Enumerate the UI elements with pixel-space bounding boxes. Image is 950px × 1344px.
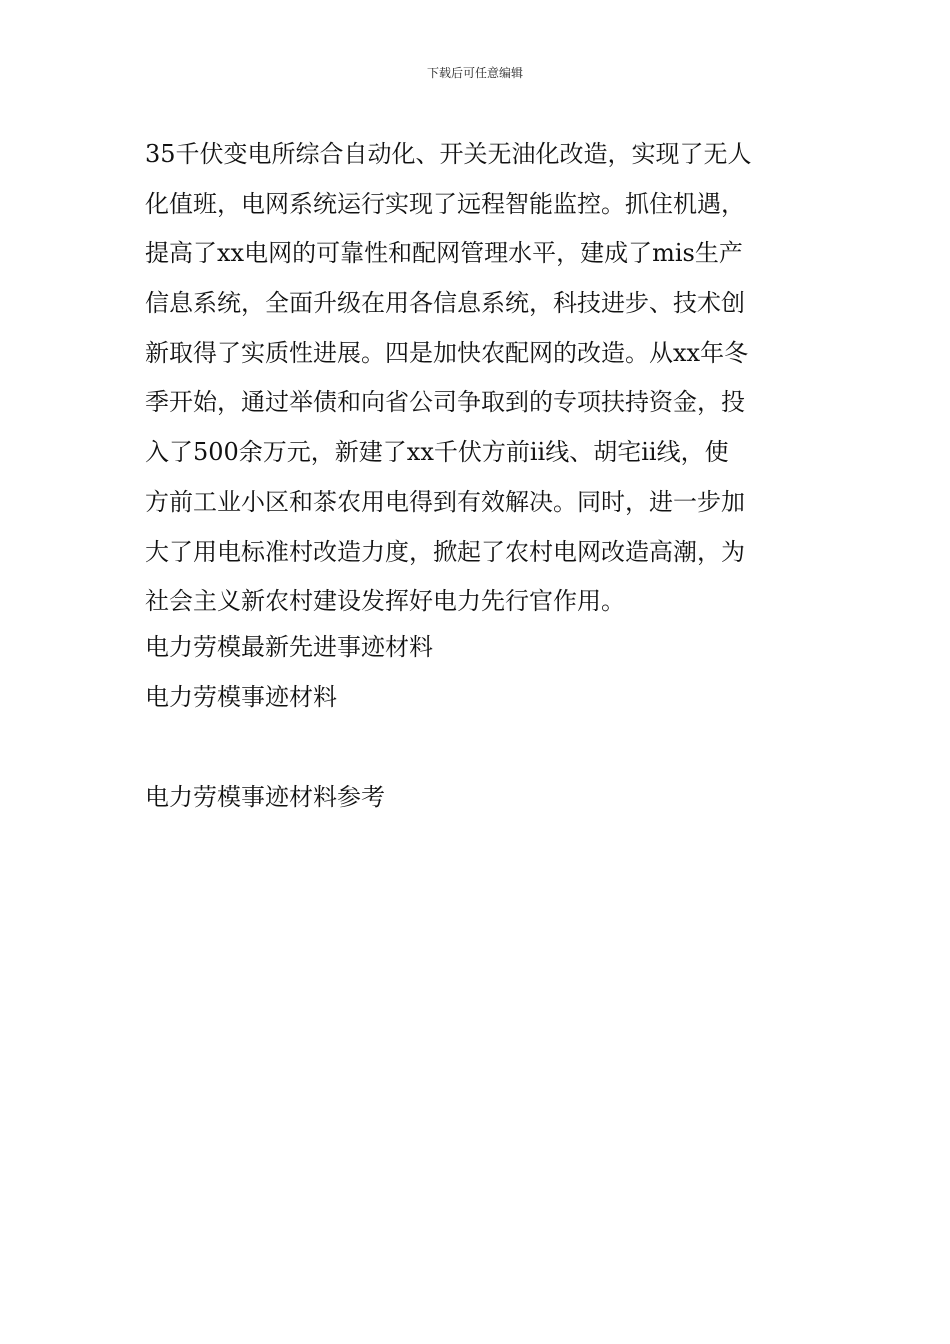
- page-header: 下载后可任意编辑: [426, 66, 523, 80]
- paragraph-line: 信息系统，全面升级在用各信息系统，科技进步、技术创: [145, 289, 745, 318]
- paragraph-line: 大了用电标准村改造力度，掀起了农村电网改造高潮，为: [145, 537, 745, 566]
- paragraph-line: 35千伏变电所综合自动化、开关无油化改造，实现了无人: [145, 140, 752, 168]
- paragraph-line: 提高了xx电网的可靠性和配网管理水平，建成了mis生产: [145, 239, 743, 268]
- related-title-latest: 电力劳模最新先进事迹材料: [145, 633, 433, 661]
- related-title-deeds: 电力劳模事迹材料: [145, 683, 337, 711]
- related-title-reference: 电力劳模事迹材料参考: [145, 783, 385, 811]
- paragraph-line: 入了500余万元，新建了xx千伏方前ii线、胡宅ii线，使: [145, 438, 729, 467]
- body-paragraph: [145, 130, 810, 627]
- paragraph-line: 化值班，电网系统运行实现了远程智能监控。抓住机遇，: [145, 189, 745, 218]
- paragraph-line: 新取得了实质性进展。四是加快农配网的改造。从xx年冬: [145, 338, 749, 367]
- paragraph-line: 社会主义新农村建设发挥好电力先行官作用。: [145, 587, 625, 616]
- paragraph-line: 方前工业小区和茶农用电得到有效解决。同时，进一步加: [145, 487, 745, 516]
- paragraph-line: 季开始，通过举债和向省公司争取到的专项扶持资金，投: [145, 388, 745, 417]
